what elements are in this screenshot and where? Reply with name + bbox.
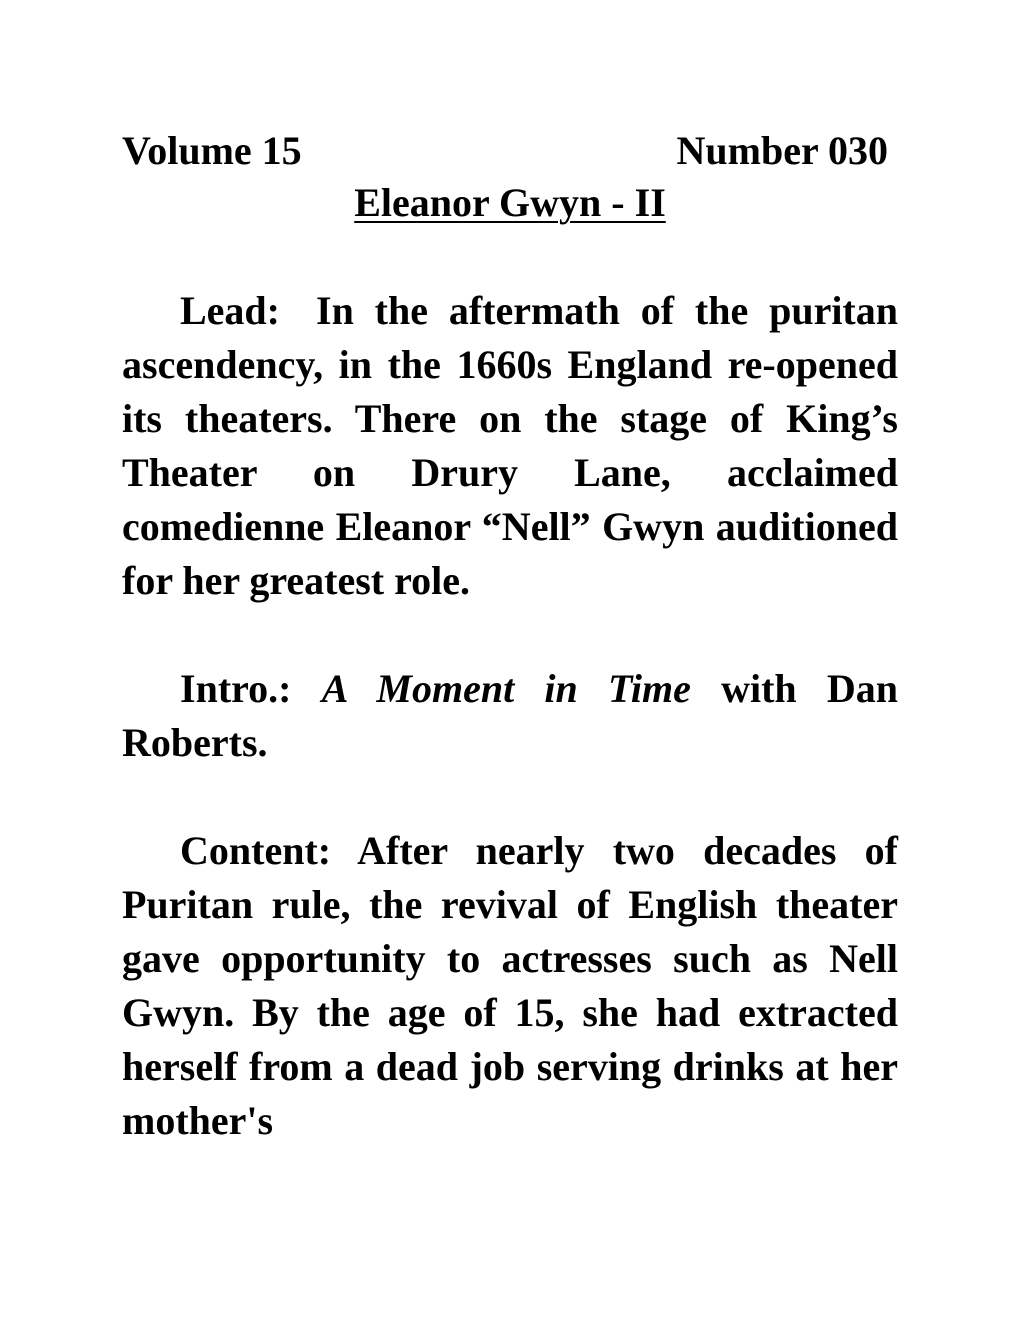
spacer — [122, 230, 898, 284]
content-paragraph — [122, 824, 898, 1148]
spacer — [122, 770, 898, 824]
volume-label: Volume 15 — [122, 128, 302, 173]
program-name: A Moment in Time — [321, 666, 691, 711]
number-label: Number 030 — [676, 128, 888, 173]
spacer — [122, 608, 898, 662]
document-title: Eleanor Gwyn - II — [354, 180, 666, 225]
lead-paragraph — [122, 284, 898, 608]
intro-rest: with Dan Roberts. — [122, 666, 899, 765]
document-page — [122, 126, 898, 1148]
intro-label: Intro.: — [180, 666, 292, 711]
content-label: Content: — [180, 828, 332, 873]
lead-label: Lead: — [180, 288, 280, 333]
content-text: After nearly two decades of Puritan rule, the revival of English theater gave opportunity to actresses such as Nell Gwyn. By the age of 15, she had extracted herself from a dead job serving drinks at her mother's — [122, 828, 898, 1143]
intro-paragraph — [122, 662, 898, 770]
header-row — [122, 126, 898, 176]
lead-text: In the aftermath of the puritan ascendency, in the 1660s England re-opened its theaters. There on the stage of King’s Theater on Drury Lane, acclaimed comedienne Eleanor “Nell” Gwyn auditioned for her greatest role. — [122, 288, 898, 603]
